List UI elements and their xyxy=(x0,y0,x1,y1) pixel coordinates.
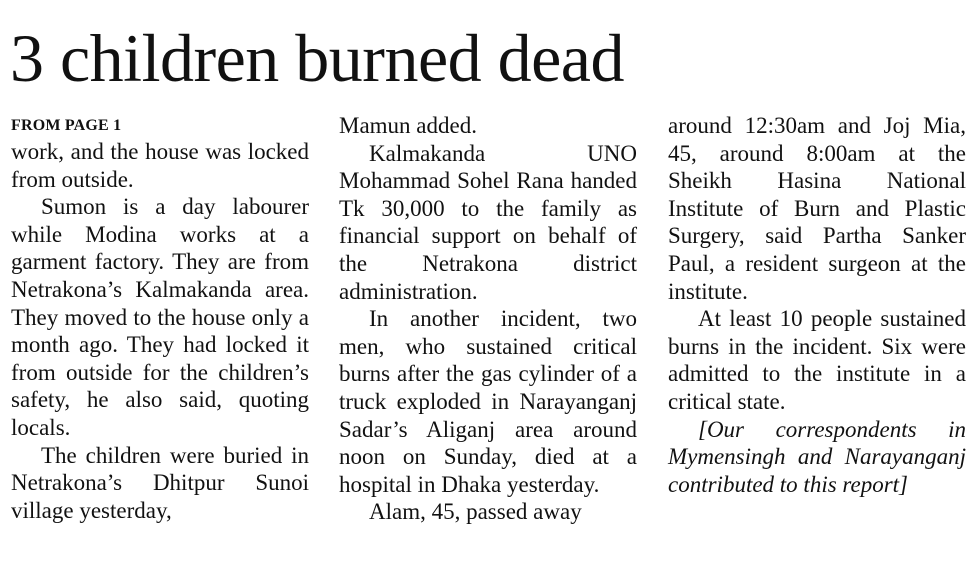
continuation-kicker: FROM PAGE 1 xyxy=(11,117,122,134)
article-column-1 xyxy=(11,112,309,524)
paragraph: Sumon is a day labourer while Modina works at a garment factory. They are from Netrakona’s Kalmakanda area. They moved to the house only a month ago. They had locked it from outside for the children’s safety, he also said, quoting locals. xyxy=(11,194,309,440)
headline: 3 children burned dead xyxy=(10,20,624,96)
contributor-note: [Our correspondents in Mymensingh and Narayanganj contributed to this report] xyxy=(668,416,966,497)
paragraph: The children were buried in Netrakona’s Dhitpur Sunoi village yesterday, xyxy=(11,442,309,523)
paragraph: Kalmakanda UNO Mohammad Sohel Rana handed Tk 30,000 to the family as financial support on behalf of the Netrakona district administration. xyxy=(339,140,637,304)
paragraph: around 12:30am and Joj Mia, 45, around 8:00am at the Sheikh Hasina National Institute of Burn and Plastic Surgery, said Partha Sanker Paul, a resident surgeon at the institute. xyxy=(668,113,966,304)
paragraph: In another incident, two men, who sustained critical burns after the gas cylinder of a truck exploded in Narayanganj Sadar’s Aliganj area around noon on Sunday, died at a hospital in Dhaka yesterday. xyxy=(339,306,637,497)
paragraph: work, and the house was locked from outside. xyxy=(11,139,309,192)
article-column-2 xyxy=(339,112,637,526)
paragraph: Mamun added. xyxy=(339,113,477,138)
paragraph: At least 10 people sustained burns in the incident. Six were admitted to the institute in a critical state. xyxy=(668,306,966,414)
article-column-3 xyxy=(668,112,966,498)
paragraph: Alam, 45, passed away xyxy=(369,499,582,525)
